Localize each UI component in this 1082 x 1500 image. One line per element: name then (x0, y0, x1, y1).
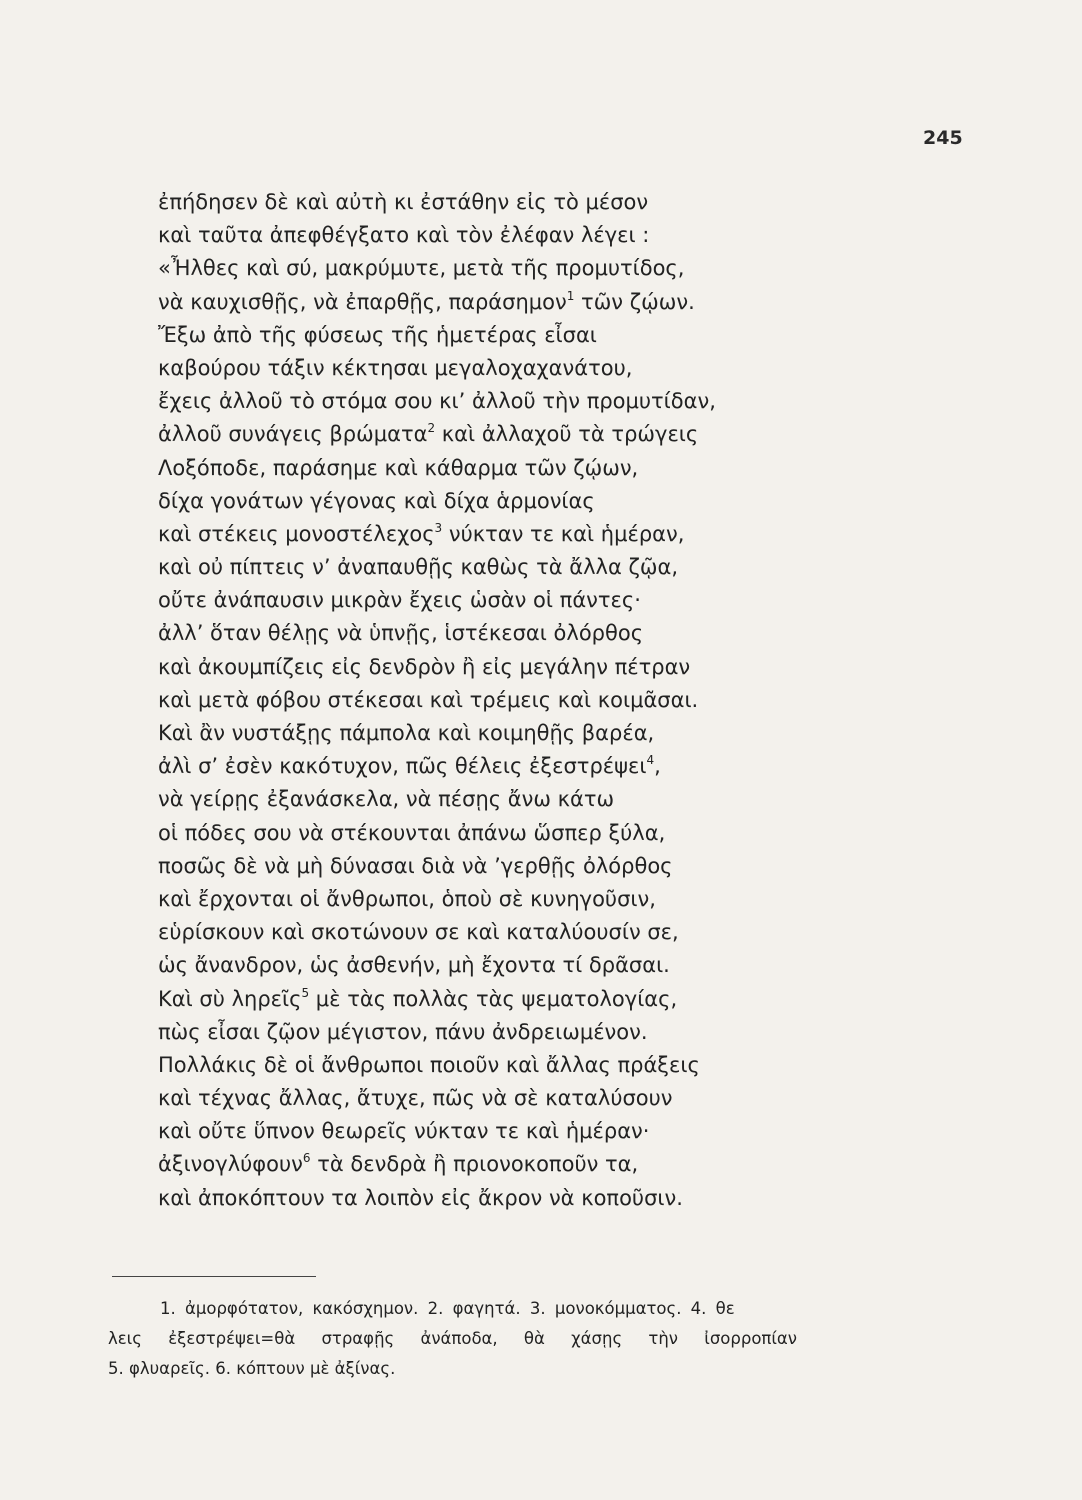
verse-line: Καὶ σὺ ληρεῖς$^5$ μὲ τὰς πολλὰς τὰς ψεματολογίας, (158, 985, 678, 1011)
verse-line: καὶ μετὰ φόβου στέκεσαι καὶ τρέμεις καὶ κοιμᾶσαι. (158, 687, 699, 712)
verse-line: ποσῶς δὲ νὰ μὴ δύνασαι διὰ νὰ ’γερθῇς ὀλόρθος (158, 853, 673, 878)
verse-line: Λοξόποδε, παράσημε καὶ κάθαρμα τῶν ζῴων, (158, 455, 639, 480)
footnote-marker: 2 (427, 421, 436, 436)
verse-line: ὡς ἄνανδρον, ὡς ἀσθενήν, μὴ ἔχοντα τί δρᾶσαι. (158, 953, 670, 978)
verse-line: ἐπήδησεν δὲ καὶ αὐτὴ κι ἐστάθην εἰς τὸ μέσον (158, 190, 649, 214)
verse-line: Πολλάκις δὲ οἱ ἄνθρωποι ποιοῦν καὶ ἄλλας πράξεις (158, 1052, 700, 1077)
verse-line: νὰ καυχισθῇς, νὰ ἐπαρθῇς, παράσημον$^1$ τῶν ζῴων. (158, 288, 695, 314)
verse-line: δίχα γονάτων γέγονας καὶ δίχα ἁρμονίας (158, 488, 595, 513)
footnote-line: 1. ἀμορφότατον, κακόσχημον. 2. φαγητά. 3. μονοκόμματος. 4. θε (160, 1299, 735, 1318)
footnote-marker: 4 (646, 753, 655, 768)
footnote-marker: 3 (434, 520, 443, 535)
verse-line: ἀξινογλύφουν$^6$ τὰ δενδρὰ ἢ πριονοκοποῦν τα, (158, 1151, 639, 1177)
verse-line: Καὶ ἂν νυστάξῃς πάμπολα καὶ κοιμηθῇς βαρέα, (158, 721, 655, 745)
verse-line: ἀλὶ σ’ ἐσὲν κακότυχον, πῶς θέλεις ἐξεστρέψει$^4$, (158, 753, 661, 779)
page-number: 245 (923, 127, 963, 149)
verse-line: ἔχεις ἀλλοῦ τὸ στόμα σου κι’ ἀλλοῦ τὴν προμυτίδαν, (158, 389, 716, 414)
verse-line: «Ἦλθες καὶ σύ, μακρύμυτε, μετὰ τῆς προμυτίδος, (158, 256, 685, 281)
verse-line: καὶ ταῦτα ἀπεφθέγξατο καὶ τὸν ἐλέφαν λέγει : (158, 223, 650, 248)
footnote-marker: 1 (566, 288, 575, 303)
verse-line: εὑρίσκουν καὶ σκοτώνουν σε καὶ καταλύουσίν σε, (158, 920, 679, 945)
footnote-line: λεις ἐξεστρέψει=θὰ στραφῇς ἀνάποδα, θὰ χάσῃς τὴν ἰσορροπίαν (108, 1329, 798, 1348)
verse-line: καβούρου τάξιν κέκτησαι μεγαλοχαχανάτου, (158, 355, 633, 380)
verse-line: καὶ στέκεις μονοστέλεχος$^3$ νύκταν τε καὶ ἡμέραν, (158, 520, 685, 546)
verse-line: καὶ οὐ πίπτεις ν’ ἀναπαυθῇς καθὼς τὰ ἄλλα ζῷα, (158, 555, 679, 580)
verse-block (158, 186, 1018, 1215)
verse-line: καὶ τέχνας ἄλλας, ἄτυχε, πῶς νὰ σὲ καταλύσουν (158, 1086, 673, 1111)
footnote-marker: 6 (302, 1151, 311, 1166)
footnote-line: 5. φλυαρεῖς. 6. κόπτουν μὲ ἀξίνας. (108, 1359, 396, 1378)
verse-line: Ἔξω ἀπὸ τῆς φύσεως τῆς ἡμετέρας εἶσαι (158, 322, 597, 347)
footnote-divider (112, 1276, 316, 1277)
verse-line: οὔτε ἀνάπαυσιν μικρὰν ἔχεις ὡσὰν οἱ πάντες· (158, 588, 641, 613)
footnotes (108, 1294, 968, 1384)
verse-line: οἱ πόδες σου νὰ στέκουνται ἀπάνω ὥσπερ ξύλα, (158, 820, 666, 845)
verse-line: καὶ ἀποκόπτουν τα λοιπὸν εἰς ἄκρον νὰ κοποῦσιν. (158, 1185, 683, 1210)
verse-line: καὶ ἔρχονται οἱ ἄνθρωποι, ὁποὺ σὲ κυνηγοῦσιν, (158, 886, 656, 911)
footnote-marker: 5 (301, 985, 310, 1000)
verse-line: καὶ ἀκουμπίζεις εἰς δενδρὸν ἢ εἰς μεγάλην πέτραν (158, 654, 691, 679)
verse-line: πὼς εἶσαι ζῷον μέγιστον, πάνυ ἀνδρειωμένον. (158, 1019, 648, 1044)
verse-line: ἀλλ’ ὅταν θέλῃς νὰ ὑπνῇς, ἱστέκεσαι ὀλόρθος (158, 621, 644, 646)
verse-line: νὰ γείρῃς ἐξανάσκελα, νὰ πέσῃς ἄνω κάτω (158, 787, 615, 812)
verse-line: καὶ οὔτε ὕπνον θεωρεῖς νύκταν τε καὶ ἡμέραν· (158, 1119, 650, 1144)
verse-line: ἀλλοῦ συνάγεις βρώματα$^2$ καὶ ἀλλαχοῦ τὰ τρώγεις (158, 421, 699, 447)
